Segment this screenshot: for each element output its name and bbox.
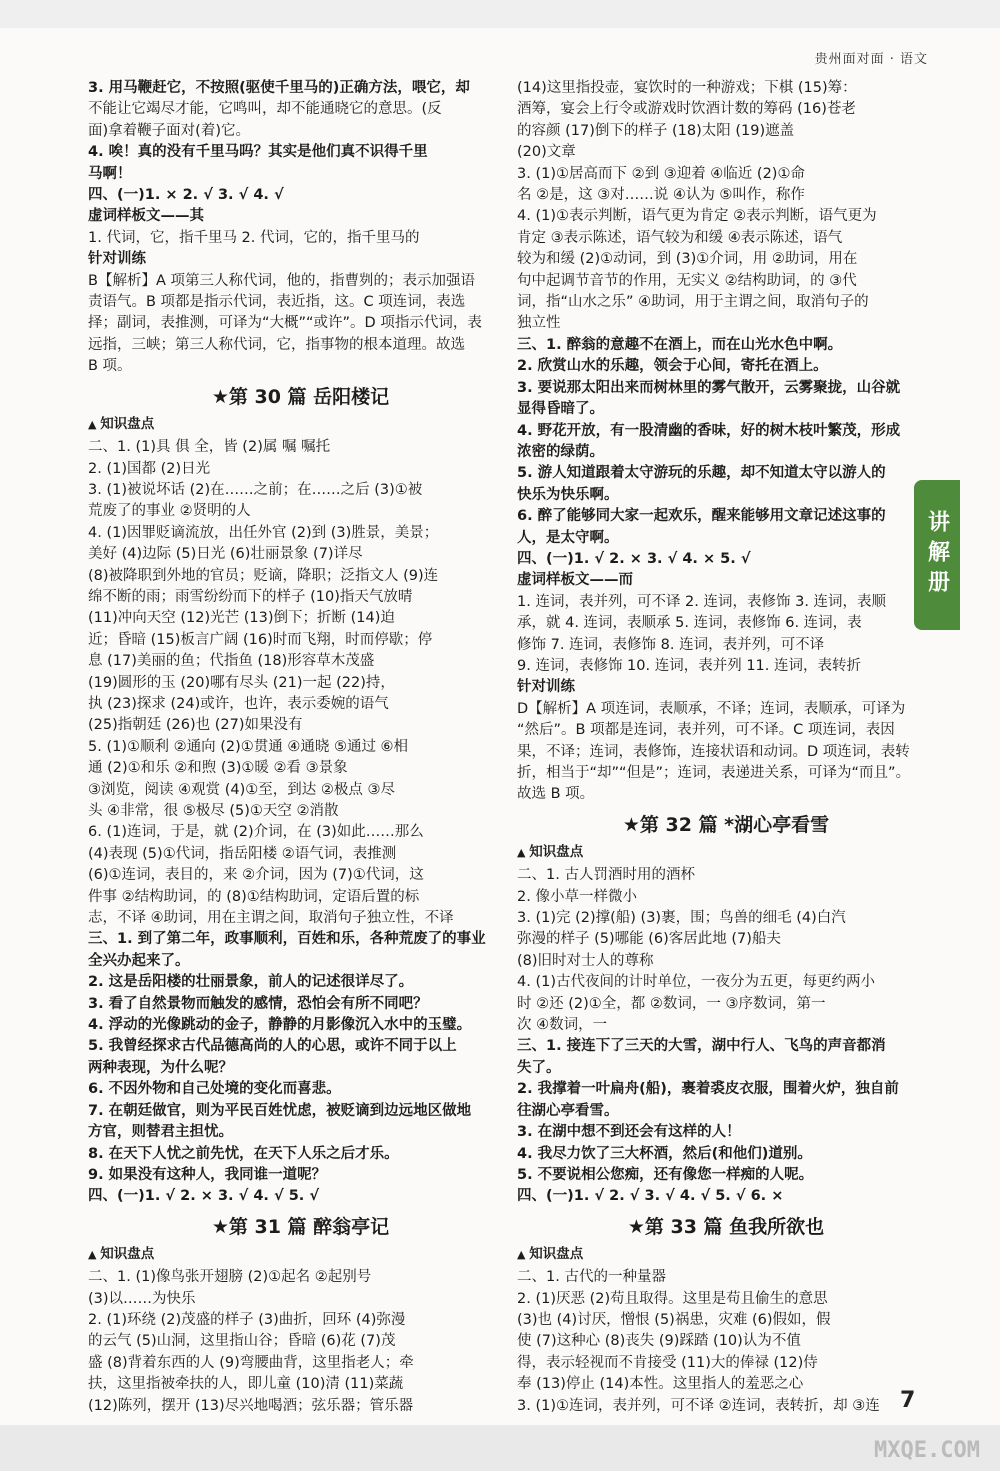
- answer-line: 5. (1)①顺利 ②通向 (2)①贯通 ④通晓 ⑤通过 ⑥相: [88, 738, 409, 755]
- answer-line: ③浏览，阅读 ④观赏 (4)①至，到达 ②极点 ③尽: [88, 781, 395, 798]
- answer-line: 6. 醉了能够同大家一起欢乐，醒来能够用文章记述这事的: [517, 508, 886, 525]
- answer-line: 2. 这是岳阳楼的壮丽景象，前人的记述很详尽了。: [88, 974, 414, 991]
- answer-line: 不能让它竭尽才能，它鸣叫，却不能通晓它的意思。(反: [88, 101, 442, 118]
- answer-line: 2. 欣赏山水的乐趣，领会于心间，寄托在酒上。: [517, 358, 828, 375]
- answer-line: 快乐为快乐啊。: [517, 486, 619, 503]
- answer-line: B【解析】A 项第三人称代词，他的，指曹刿的；表示加强语: [88, 272, 475, 289]
- answer-line: 往湖心亭看雪。: [517, 1102, 619, 1119]
- answer-line: 使 (7)这种心 (8)丧失 (9)踩踏 (10)认为不值: [517, 1333, 801, 1350]
- answer-line: 四、(一)1. √ 2. × 3. √ 4. √ 5. √: [88, 1188, 320, 1205]
- answer-line: 4. (1)因罪贬谪流放，出任外官 (2)到 (3)胜景，美景；: [88, 524, 439, 541]
- answer-line: 浓密的绿荫。: [517, 443, 604, 460]
- answer-line: 2. (1)国都 (2)日光: [88, 460, 211, 477]
- answer-line: 美好 (4)边际 (5)日光 (6)壮丽景象 (7)详尽: [88, 546, 363, 563]
- left-column: [88, 78, 513, 1417]
- answer-line: 名 ②是，这 ③对……说 ④认为 ⑤叫作，称作: [517, 187, 805, 204]
- answer-line: 3. (1)①连词，表并列，可不译 ②连词，表转折，却 ③连: [517, 1397, 880, 1414]
- answer-line: 志，不译 ④助词，用在主谓之间，取消句子独立性，不译: [88, 910, 454, 927]
- answer-line: 3. (1)完 (2)撑(船) (3)裹，围；鸟兽的细毛 (4)白汽: [517, 910, 846, 927]
- answer-line: 4. 浮动的光像跳动的金子，静静的月影像沉入水中的玉璧。: [88, 1017, 472, 1034]
- answer-line: 针对训练: [88, 251, 146, 268]
- section-title: ★第 32 篇 *湖心亭看雪: [622, 813, 830, 836]
- answer-line: (4)表现 (5)①代词，指岳阳楼 ②语气词，表推测: [88, 845, 397, 862]
- answer-line: 2. 像小草一样微小: [517, 888, 637, 905]
- answer-line: 三、1. 醉翁的意趣不在酒上，而在山光水色中啊。: [517, 336, 843, 353]
- answer-line: 酒筹，宴会上行令或游戏时饮酒计数的筹码 (16)苍老: [517, 101, 856, 118]
- answer-line: 果，不译；连词，表修饰，连接状语和动词。D 项连词，表转: [517, 743, 910, 760]
- answer-line: 句中起调节音节的作用，无实义 ②结构助词，的 ③代: [517, 272, 857, 289]
- answer-line: (12)陈列，摆开 (13)尽兴地喝酒；弦乐器；管乐器: [88, 1397, 414, 1414]
- answer-line: 件事 ②结构助词，的 (8)①结构助词，定语后置的标: [88, 888, 420, 905]
- answer-line: 2. 我撑着一叶扁舟(船)，裹着裘皮衣服，围着火炉，独自前: [517, 1081, 899, 1098]
- answer-line: B 项。: [88, 358, 132, 375]
- section-title: ★第 33 篇 鱼我所欲也: [627, 1215, 825, 1238]
- answer-line: (3)也 (4)讨厌，憎恨 (5)祸患，灾难 (6)假如，假: [517, 1311, 831, 1328]
- knowledge-heading: ▲ 知识盘点: [88, 1244, 513, 1265]
- answer-line: 择；副词，表推测，可译为“大概”“或许”。D 项指示代词，表: [88, 315, 482, 332]
- top-strip: [0, 0, 1000, 28]
- answer-line: 3. 要说那太阳出来而树林里的雾气散开，云雾聚拢，山谷就: [517, 379, 901, 396]
- answer-line: (20)文章: [517, 144, 576, 161]
- answer-line: 2. (1)环绕 (2)茂盛的样子 (3)曲折，回环 (4)弥漫: [88, 1311, 406, 1328]
- answer-line: 3. (1)①居高而下 ②到 ③迎着 ④临近 (2)①命: [517, 165, 805, 182]
- answer-line: (6)①连词，表目的，来 ②介词，因为 (7)①代词，这: [88, 867, 424, 884]
- answer-line: 5. 我曾经探求古代品德高尚的人的心思，或许不同于以上: [88, 1038, 457, 1055]
- answer-line: 全兴办起来了。: [88, 952, 190, 969]
- answer-line: 绵不断的雨；雨雪纷纷而下的样子 (10)指天气放晴: [88, 588, 413, 605]
- answer-line: 的容颜 (17)倒下的样子 (18)太阳 (19)遮盖: [517, 122, 795, 139]
- answer-line: 故选 B 项。: [517, 786, 595, 803]
- answer-line: 2. (1)厌恶 (2)苟且取得。这里是苟且偷生的意思: [517, 1290, 828, 1307]
- answer-line: 6. 不因外物和自己处境的变化而喜悲。: [88, 1081, 341, 1098]
- answer-line: 弥漫的样子 (5)哪能 (6)客居此地 (7)船夫: [517, 931, 781, 948]
- answer-line: 通 (2)①和乐 ②和煦 (3)①暖 ②看 ③景象: [88, 760, 348, 777]
- answer-line: 方官，则替君主担忧。: [88, 1124, 233, 1141]
- section-title: ★第 30 篇 岳阳楼记: [211, 385, 390, 408]
- answer-line: 较为和缓 (2)①动词，到 (3)①介词，用 ②助词，用在: [517, 251, 858, 268]
- answer-line: 修饰 7. 连词，表修饰 8. 连词，表并列，可不译: [517, 636, 825, 653]
- section-title: ★第 31 篇 醉翁亭记: [211, 1215, 390, 1238]
- answer-line: 得，表示轻视而不肯接受 (11)大的俸禄 (12)侍: [517, 1354, 818, 1371]
- knowledge-heading: ▲ 知识盘点: [88, 414, 513, 435]
- answer-line: 3. 用马鞭赶它，不按照(驱使千里马的)正确方法，喂它，却: [88, 80, 470, 96]
- answer-line: 7. 在朝廷做官，则为平民百姓忧虑，被贬谪到边远地区做地: [88, 1102, 472, 1119]
- answer-line: 虚词样板文——而: [517, 572, 633, 589]
- answer-line: 5. 游人知道跟着太守游玩的乐趣，却不知道太守以游人的: [517, 465, 886, 482]
- section-side-tab: 讲解册: [914, 480, 960, 630]
- answer-line: 4. (1)古代夜间的计时单位，一夜分为五更，每更约两小: [517, 974, 875, 991]
- answer-line: 9. 如果没有这种人，我同谁一道呢？: [88, 1166, 327, 1183]
- page-header: 贵州面对面 · 语文: [814, 52, 928, 67]
- answer-line: 盛 (8)背着东西的人 (9)弯腰曲背，这里指老人；牵: [88, 1354, 414, 1371]
- answer-line: 折，相当于“却”“但是”；连词，表递进关系，可译为“而且”。: [517, 765, 911, 781]
- answer-line: 马啊！: [88, 165, 132, 182]
- answer-line: 词，指“山水之乐” ④助词，用于主谓之间，取消句子的: [517, 294, 869, 311]
- answer-line: 8. 在天下人忧之前先忧，在天下人乐之后才乐。: [88, 1145, 399, 1162]
- answer-line: 针对训练: [517, 679, 575, 696]
- answer-line: 4. 唉！真的没有千里马吗？其实是他们真不识得千里: [88, 144, 428, 161]
- answer-line: 5. 不要说相公您痴，还有像您一样痴的人呢。: [517, 1166, 814, 1183]
- answer-line: 4. 野花开放，有一股清幽的香味，好的树木枝叶繁茂，形成: [517, 422, 901, 439]
- answer-line: 时 ②还 (2)①全，都 ②数词，一 ③序数词，第一: [517, 995, 826, 1012]
- answer-line: (14)这里指投壶，宴饮时的一种游戏；下棋 (15)筹：: [517, 80, 857, 96]
- footer-strip: [0, 1425, 1000, 1471]
- answer-line: 1. 连词，表并列，可不译 2. 连词，表修饰 3. 连词，表顺: [517, 593, 887, 610]
- answer-line: 承，就 4. 连词，表顺承 5. 连词，表修饰 6. 连词，表: [517, 615, 862, 632]
- answer-line: 责语气。B 项都是指示代词，表近指，这。C 项连词，表选: [88, 294, 466, 311]
- answer-line: 3. 看了自然景物而触发的感情，恐怕会有所不同吧？: [88, 995, 428, 1012]
- knowledge-heading: ▲ 知识盘点: [517, 1244, 935, 1265]
- answer-line: 独立性: [517, 315, 561, 332]
- answer-line: 次 ④数词，一: [517, 1017, 608, 1034]
- answer-line: 四、(一)1. √ 2. √ 3. √ 4. √ 5. √ 6. ×: [517, 1188, 784, 1205]
- answer-line: 9. 连词，表修饰 10. 连词，表并列 11. 连词，表转折: [517, 657, 861, 674]
- watermark: MXQE.COM: [874, 1438, 980, 1463]
- answer-line: (8)旧时对士人的尊称: [517, 952, 654, 969]
- answer-line: 人，是太守啊。: [517, 529, 619, 546]
- knowledge-heading: ▲ 知识盘点: [517, 842, 935, 863]
- answer-line: 息 (17)美丽的鱼；代指鱼 (18)形容草木茂盛: [88, 653, 375, 670]
- answer-line: 肯定 ③表示陈述，语气较为和缓 ④表示陈述，语气: [517, 229, 843, 246]
- answer-line: 远指，三峡；第三人称代词，它，指事物的根本道理。故选: [88, 336, 465, 353]
- answer-line: 四、(一)1. × 2. √ 3. √ 4. √: [88, 187, 284, 204]
- answer-line: 三、1. 接连下了三天的大雪，湖中行人、飞鸟的声音都消: [517, 1038, 886, 1055]
- answer-line: 4. 我尽力饮了三大杯酒，然后(和他们)道别。: [517, 1145, 812, 1162]
- answer-line: 3. 在湖中想不到还会有这样的人！: [517, 1124, 741, 1141]
- page-number: 7: [900, 1388, 916, 1413]
- answer-line: 执 (23)探求 (24)或许，也许，表示委婉的语气: [88, 695, 389, 712]
- answer-line: (25)指朝廷 (26)也 (27)如果没有: [88, 717, 303, 734]
- answer-line: (19)圆形的玉 (20)哪有尽头 (21)一起 (22)持，: [88, 674, 395, 691]
- answer-line: (8)被降职到外地的官员；贬谪，降职；泛指文人 (9)连: [88, 567, 439, 584]
- answer-line: 4. (1)①表示判断，语气更为肯定 ②表示判断，语气更为: [517, 208, 877, 225]
- answer-line: 三、1. 到了第二年，政事顺利，百姓和乐，各种荒废了的事业: [88, 931, 486, 948]
- answer-line: 近；昏暗 (15)板言广阔 (16)时而飞翔，时而停歇；停: [88, 631, 433, 648]
- answer-line: 四、(一)1. √ 2. × 3. √ 4. × 5. √: [517, 550, 751, 567]
- answer-line: 二、1. 古代的一种量器: [517, 1269, 666, 1286]
- answer-line: D【解析】A 项连词，表顺承，不译；连词，表顺承，可译为: [517, 700, 906, 717]
- answer-line: 扶，这里指被牵扶的人，即儿童 (10)清 (11)菜蔬: [88, 1376, 404, 1393]
- answer-line: 1. 代词，它，指千里马 2. 代词，它的，指千里马的: [88, 229, 420, 246]
- answer-line: “然后”。B 项都是连词，表并列，可不译。C 项连词，表因: [517, 722, 895, 739]
- right-column: [517, 78, 935, 1417]
- answer-line: (11)冲向天空 (12)光芒 (13)倒下；折断 (14)迫: [88, 610, 395, 627]
- answer-line: 3. (1)被说坏话 (2)在……之前；在……之后 (3)①被: [88, 481, 423, 498]
- answer-line: 二、1. (1)像鸟张开翅膀 (2)①起名 ②起别号: [88, 1269, 372, 1286]
- answer-line: 荒废了的事业 ②贤明的人: [88, 503, 251, 520]
- answer-line: 6. (1)连词，于是，就 (2)介词，在 (3)如此……那么: [88, 824, 424, 841]
- answer-line: 二、1. 古人罚酒时用的酒杯: [517, 867, 695, 884]
- answer-line: 头 ④非常，很 ⑤极尽 (5)①天空 ②消散: [88, 803, 339, 819]
- answer-line: 显得昏暗了。: [517, 401, 604, 418]
- answer-line: 两种表现，为什么呢？: [88, 1059, 233, 1076]
- answer-line: 虚词样板文——其: [88, 208, 204, 225]
- answer-line: 二、1. (1)具 俱 全，皆 (2)属 嘱 嘱托: [88, 439, 331, 456]
- answer-line: 失了。: [517, 1059, 561, 1076]
- answer-line: (3)以……为快乐: [88, 1290, 196, 1307]
- answer-line: 的云气 (5)山洞，这里指山谷；昏暗 (6)花 (7)茂: [88, 1333, 396, 1350]
- answer-line: 奉 (13)停止 (14)本性。这里指人的羞恶之心: [517, 1376, 804, 1393]
- answer-line: 面)拿着鞭子面对(着)它。: [88, 122, 250, 139]
